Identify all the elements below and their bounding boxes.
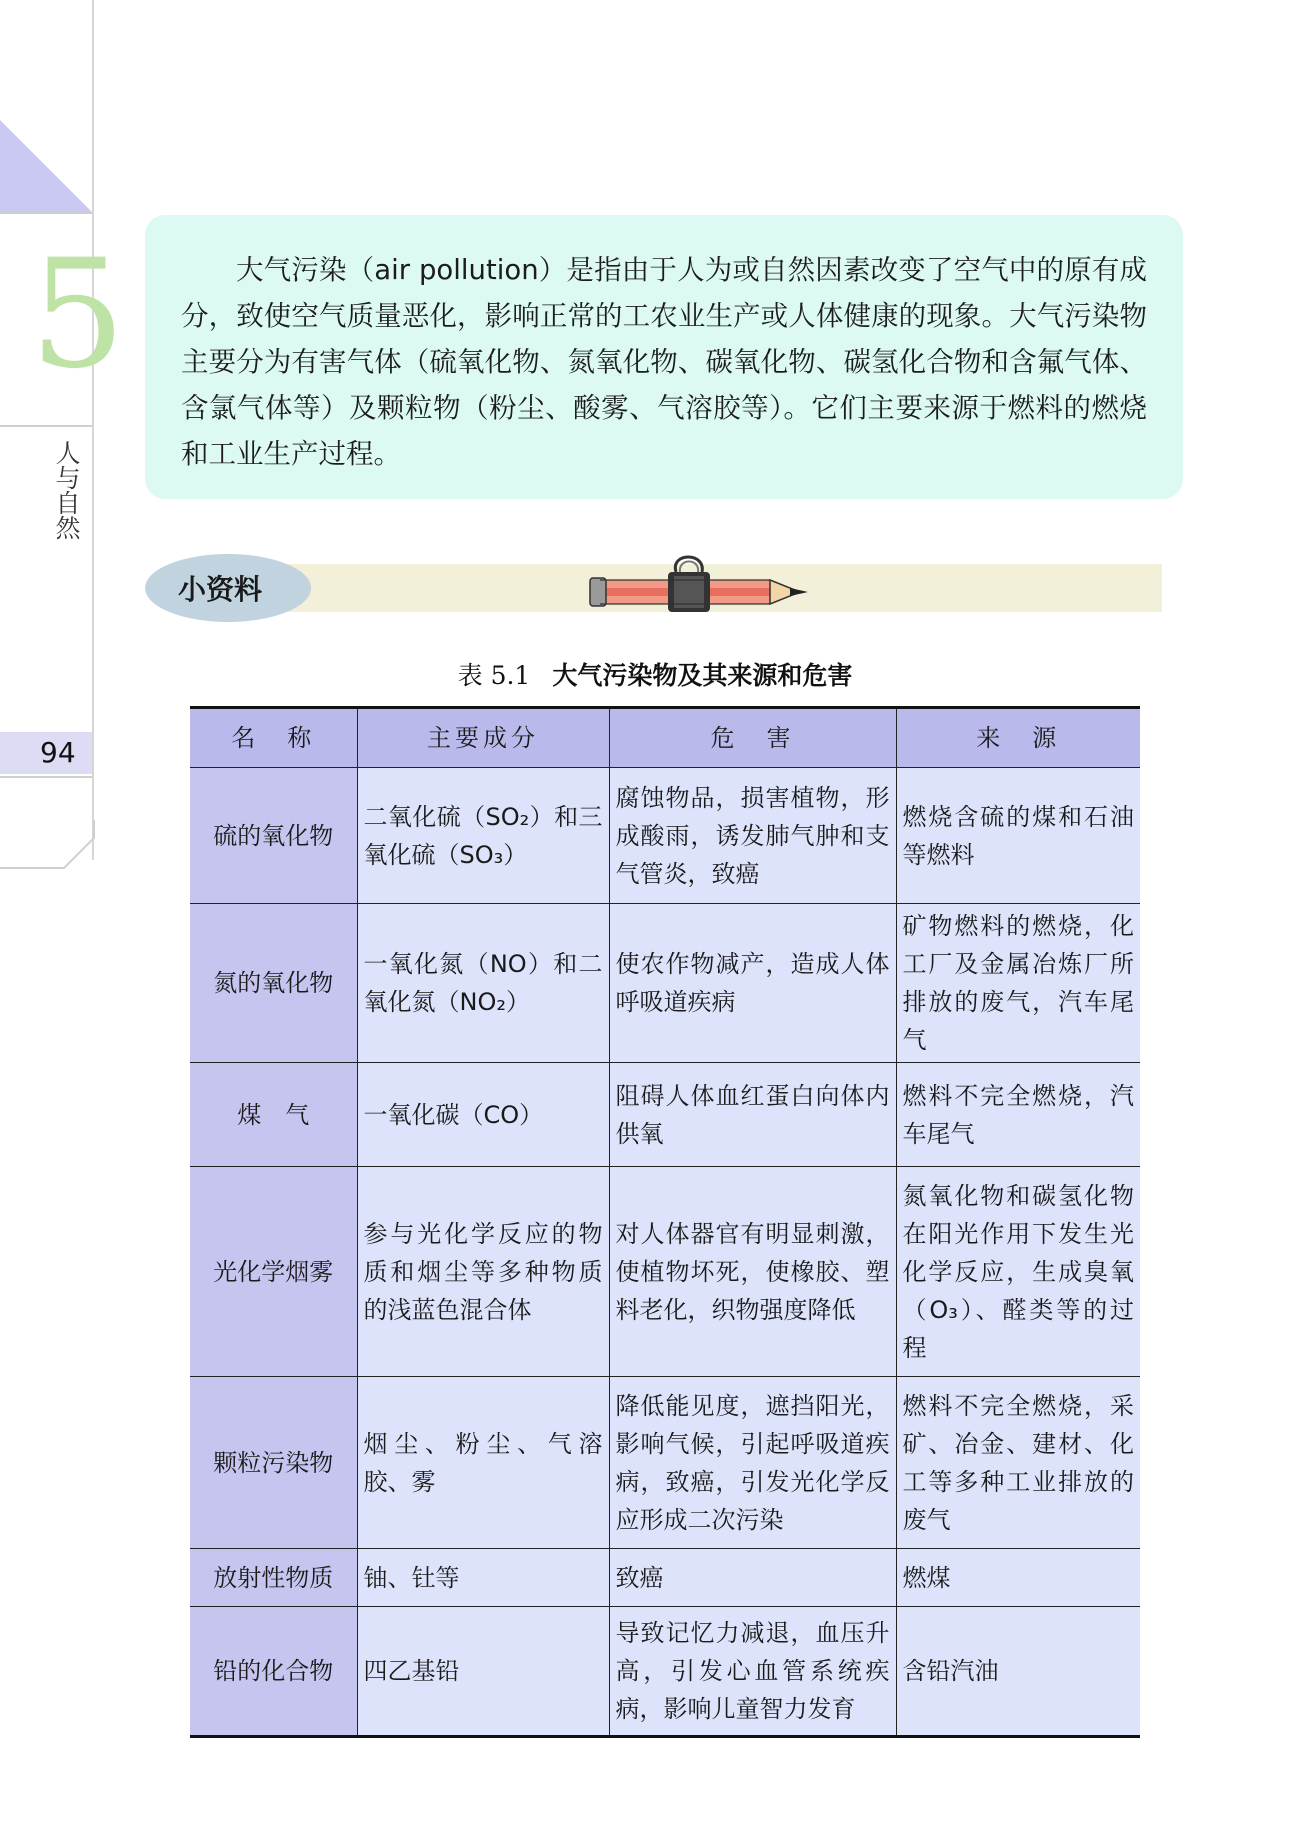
- header-source: 来 源: [896, 708, 1140, 768]
- cell-harm: 阻碍人体血红蛋白向体内供氧: [609, 1063, 896, 1167]
- chapter-divider: [0, 425, 92, 427]
- pencil-clip-icon: [588, 546, 828, 624]
- cell-source: 燃烧含硫的煤和石油等燃料: [896, 768, 1140, 904]
- page-number: 94: [40, 736, 76, 769]
- cell-source: 氮氧化物和碳氢化物在阳光作用下发生光化学反应，生成臭氧（O₃）、醛类等的过程: [896, 1167, 1140, 1377]
- definition-box: [145, 215, 1183, 499]
- cell-components: 烟尘、粉尘、气溶胶、雾: [357, 1377, 609, 1549]
- definition-text: 大气污染（air pollution）是指由于人为或自然因素改变了空气中的原有成分，致使空气质量恶化，影响正常的工农业生产或人体健康的现象。大气污染物主要分为有害气体（硫氧化物、氮氧化物、碳氧化物、碳氢化合物和含氟气体、含氯气体等）及颗粒物（粉尘、酸雾、气溶胶等）。它们主要来源于燃料的燃烧和工业生产过程。: [181, 254, 1147, 470]
- header-components: 主要成分: [357, 708, 609, 768]
- table-row: [190, 1607, 1140, 1737]
- cell-harm: 腐蚀物品，损害植物，形成酸雨，诱发肺气肿和支气管炎，致癌: [609, 768, 896, 904]
- table-row: [190, 768, 1140, 904]
- cell-harm: 降低能见度，遮挡阳光，影响气候，引起呼吸道疾病，致癌，引发光化学反应形成二次污染: [609, 1377, 896, 1549]
- cell-components: 二氧化硫（SO₂）和三氧化硫（SO₃）: [357, 768, 609, 904]
- cell-components: 一氧化氮（NO）和二氧化氮（NO₂）: [357, 904, 609, 1063]
- cell-name: 颗粒污染物: [190, 1377, 357, 1549]
- table-caption-number: 表 5.1: [457, 661, 531, 690]
- table-row: [190, 904, 1140, 1063]
- pollutant-table: [190, 706, 1140, 1738]
- corner-triangle-decoration: [0, 0, 94, 215]
- corner-fold-decoration: [0, 820, 96, 870]
- cell-components: 铀、钍等: [357, 1549, 609, 1607]
- chapter-title: 人与自然: [52, 440, 81, 540]
- cell-harm: 导致记忆力减退，血压升高，引发心血管系统疾病，影响儿童智力发育: [609, 1607, 896, 1737]
- cell-source: 含铅汽油: [896, 1607, 1140, 1737]
- header-harm: 危 害: [609, 708, 896, 768]
- cell-source: 燃料不完全燃烧，汽车尾气: [896, 1063, 1140, 1167]
- table-row: [190, 1377, 1140, 1549]
- cell-harm: 对人体器官有明显刺激，使植物坏死，使橡胶、塑料老化，织物强度降低: [609, 1167, 896, 1377]
- table-row: [190, 1549, 1140, 1607]
- cell-harm: 使农作物减产，造成人体呼吸道疾病: [609, 904, 896, 1063]
- cell-components: 参与光化学反应的物质和烟尘等多种物质的浅蓝色混合体: [357, 1167, 609, 1377]
- cell-name: 煤 气: [190, 1063, 357, 1167]
- info-banner-label: 小资料: [178, 573, 263, 606]
- cell-name: 铅的化合物: [190, 1607, 357, 1737]
- table-row: [190, 1063, 1140, 1167]
- table-header-row: [190, 708, 1140, 768]
- header-name: 名 称: [190, 708, 357, 768]
- table-caption-title: 大气污染物及其来源和危害: [552, 661, 853, 690]
- cell-name: 光化学烟雾: [190, 1167, 357, 1377]
- cell-name: 氮的氧化物: [190, 904, 357, 1063]
- cell-name: 放射性物质: [190, 1549, 357, 1607]
- table-row: [190, 1167, 1140, 1377]
- cell-harm: 致癌: [609, 1549, 896, 1607]
- cell-name: 硫的氧化物: [190, 768, 357, 904]
- table-caption: [0, 656, 1310, 692]
- cell-source: 燃煤: [896, 1549, 1140, 1607]
- cell-source: 矿物燃料的燃烧，化工厂及金属冶炼厂所排放的废气，汽车尾气: [896, 904, 1140, 1063]
- page-rule: [0, 776, 92, 778]
- cell-source: 燃料不完全燃烧，采矿、冶金、建材、化工等多种工业排放的废气: [896, 1377, 1140, 1549]
- cell-components: 四乙基铅: [357, 1607, 609, 1737]
- cell-components: 一氧化碳（CO）: [357, 1063, 609, 1167]
- chapter-number: 5: [30, 228, 126, 402]
